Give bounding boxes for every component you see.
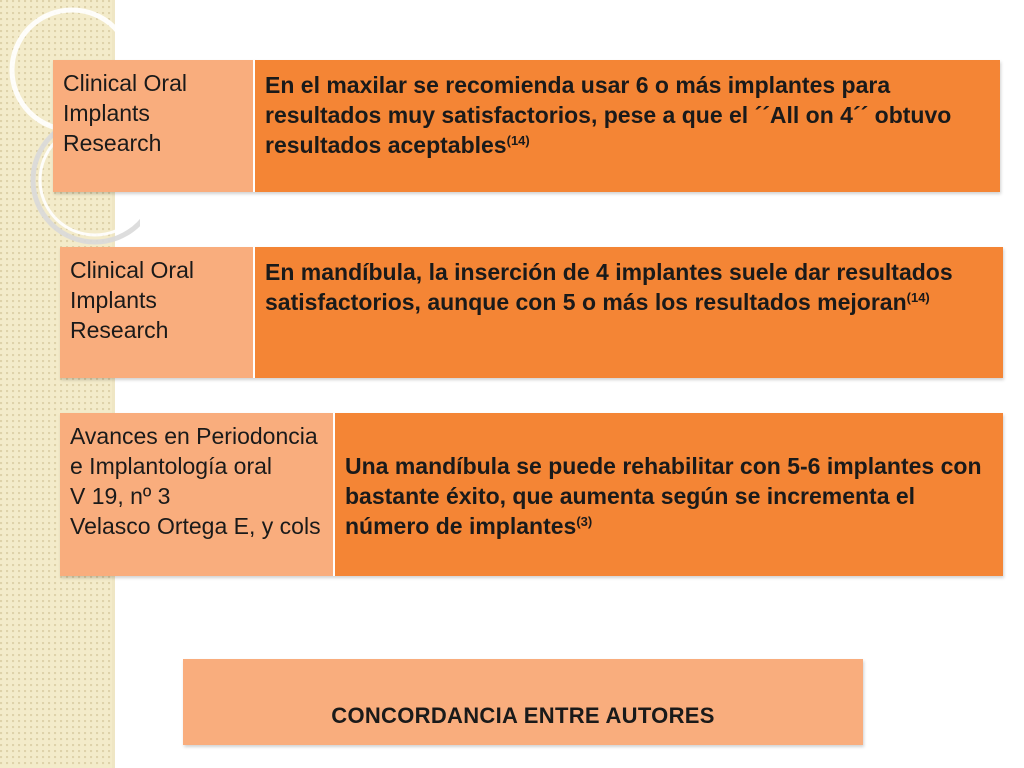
- source-cell: [60, 247, 255, 378]
- finding-cell: [255, 247, 1003, 378]
- source-line: Velasco Ortega E, y cols: [70, 513, 321, 539]
- summary-label: CONCORDANCIA ENTRE AUTORES: [331, 703, 715, 728]
- finding-text: En mandíbula, la inserción de 4 implantes suele dar resultados satisfactorios, aunque con 5 o más los resultados mejoran: [265, 259, 953, 315]
- finding-text: En el maxilar se recomienda usar 6 o más implantes para resultados muy satisfactorios, pese a que el ´´All on 4´´ obtuvo resultados aceptables: [265, 72, 952, 158]
- source-line: Implants: [70, 287, 157, 313]
- summary-box: [183, 659, 863, 745]
- comparison-row-2: [60, 247, 1003, 378]
- source-line: Clinical Oral: [63, 70, 187, 96]
- comparison-row-3: [60, 413, 1003, 576]
- source-line: Implants: [63, 100, 150, 126]
- finding-text: Una mandíbula se puede rehabilitar con 5-6 implantes con bastante éxito, que aumenta según se incrementa el número de implantes: [345, 453, 982, 539]
- source-cell: [53, 60, 255, 192]
- source-cell: [60, 413, 335, 576]
- citation-marker: (3): [576, 514, 593, 529]
- source-line: V 19, nº 3: [70, 483, 171, 509]
- source-line: Research: [70, 317, 169, 343]
- comparison-row-1: [53, 60, 1000, 192]
- finding-cell: [255, 60, 1000, 192]
- source-line: e Implantología oral: [70, 453, 273, 479]
- source-line: Research: [63, 130, 162, 156]
- source-line: Clinical Oral: [70, 257, 194, 283]
- source-line: Avances en Periodoncia: [70, 423, 318, 449]
- citation-marker: (14): [906, 290, 930, 305]
- citation-marker: (14): [506, 133, 530, 148]
- finding-cell: [335, 413, 1003, 576]
